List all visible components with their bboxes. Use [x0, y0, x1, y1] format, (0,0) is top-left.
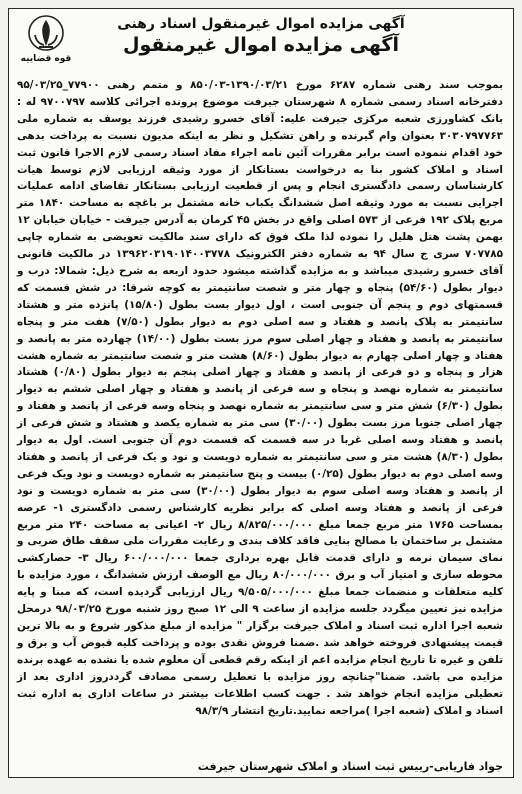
emblem-caption: قوه قضاییه [20, 54, 72, 64]
signature-line: جواد فاریابی-رییس ثبت اسناد و املاک شهرستان جیرفت [197, 760, 503, 773]
notice-page [8, 8, 514, 778]
notice-paragraph: بموجب سند رهنی شماره ۶۲۸۷ مورخ ۱۳۹۰/۰۳/۲۱-۸۵۰/۰۳ و متمم رهنی ۷۷۹۰۰_۹۵/۰۳/۲۵ دفترخانه اسناد رسمی شماره ۸ شهرستان جیرفت موضوع پرونده اجرائی کلاسه ۹۷۰۰۷۹۷ له : بانک کشاورزی شعبه مرکزی جیرفت علیه: آقای خسرو رشیدی فرزند یوسف به شماره ملی ۳۰۳۰۷۹۷۷۶۳ بعنوان وام گیرنده و راهن تشکیل و نظر به اینکه مدیون نسبت به پرداخت بدهی خود اقدام ننموده است برابر مقررات آئین نامه اجراء مفاد اسناد رسمی لازم الاجرا قانون ثبت اسناد و املاک کشور بنا به درخواست بستانکار از مورد وثیقه ارزیابی لازم توسط هیات کارشناسان رسمی دادگستری انجام و پس از قطعیت ارزیابی بستانکار تقاضای ادامه عملیات اجرایی نسبت به مورد وثیقه اصل ششدانگ یکباب خانه مشتمل بر باغچه به مساحت ۱۸۴۰ متر مربع پلاک ۱۹۲ فرعی از ۵۷۳ اصلی واقع در بخش ۴۵ کرمان به آدرس جیرفت - خیابان خیابان ۱۲ بهمن پشت هتل هلیل را نموده لذا ملک فوق که دارای سند مالکیت تعویضی به شماره چاپی ۷۰۷۷۸۵ سری ج سال ۹۴ به شماره دفتر الکترونیک ۱۳۹۶۲۰۳۱۹۰۱۴۰۰۳۷۷۸ در مالکیت قانونی آقای خسرو رشیدی میباشد و به مزایده گذاشته میشود حدود اربعه به شرح ذیل: شمالا: درب و دیوار بطول (۵۴/۶۰) پنجاه و چهار متر و شصت سانتیمتر به کوچه شرقا: در شش قسمت که قسمتهای دوم و پنجم آن جنوبی است ، اول دیوار بست بطول (۱۵/۸۰) پانزده متر و هشتاد سانتیمتر به پلاک پانصد و هفتاد و سه اصلی دوم به دیوار بطول (۷/۵۰) هفت متر و پنجاه سانتیمتر به پانصد و هفتاد و چهار اصلی سوم مرز بست بطول (۱۴/۰۰) چهارده متر به پانصد و هفتاد و چهار اصلی چهارم به دیوار بطول (۸/۶۰) هشت متر و شصت سانتیمتر به شماره هشت هزار و پنجاه و دو فرعی از پانصد و هفتاد و چهار اصلی پنجم به دیوار بطول (۰/۸۰) هشتاد سانتیمتر به شماره نهصد و پنجاه و سه فرعی از پانصد و هفتاد و چهار اصلی ششم به دیوار بطول (۶/۳۰) شش متر و سی سانتیمتر به شماره نهصد و پنجاه وسه فرعی از پانصد و هفتاد و چهار اصلی جنوبا مرز بست بطول (۳۰/۰۰) سی متر به شماره یکصد و هشتاد و شش فرعی از پانصد و هفتاد وسه اصلی غربا در سه قسمت که قسمت دوم آن جنوبی است. اول به دیوار بطول (۸/۳۰) هشت متر و سی سانتیمتر به شماره دویست و نود و یک فرعی از پانصد و هفتاد وسه اصلی دوم به دیوار بطول (۰/۲۵) بیست و پنج سانتیمتر به شماره دویست و نود ویک فرعی از پانصد و هفتاد وسه اصلی سوم به دیوار بطول (۳۰/۰۰) سی متر به شماره دویست و نود فرعی از پانصد و هفتاد وسه اصلی که برابر نظریه کارشناس رسمی دادگستری ۱- عرصه بمساحت ۱۷۶۵ متر مربع جمعا مبلغ ۸/۸۲۵/۰۰۰/۰۰۰ ریال ۲- اعیانی به مساحت ۲۴۰ متر مربع مشتمل بر ساختمان با مصالح بنایی فاقد کلاف بندی و رعایت مقررات ملی سقف طاق ضربی و نمای سیمان نرمه و دارای قدمت قابل بهره برداری جمعا ۶۰۰/۰۰۰/۰۰۰ ریال ۳- حصارکشی محوطه سازی و امتیاز آب و برق ۸۰/۰۰۰/۰۰۰ ریال مع الوصف ارزش ششدانگ ، مورد مزایده با کلیه متعلقات و منضمات جمعا مبلغ ۹/۵۰۵/۰۰۰/۰۰۰ ریال ارزیابی گردیده است، که مبنا و پایه مزایده نیز تعیین میگردد جلسه مزایده از ساعت ۹ الی ۱۲ صبح روز شنبه مورخ ۹۸/۰۳/۲۵ درمحل شعبه اجرا اداره ثبت اسناد و املاک جیرفت برگزار " مزایده از مبلغ مذکور شروع و به بالا ترین قیمت پیشنهادی فروخته خواهد شد .ضمنا فروش نقدی بوده و پرداخت کلیه قبوض آب و برق و تلفن و غیره تا تاریخ انجام مزایده اعم از اینکه رقم قطعی آن معلوم شده یا نشده به عهده برنده مزایده می باشد. ضمنا"چنانچه روز مزایده با تعطیل رسمی مصادف گرددروز اداری بعد از تعطیلی مزایده انجام خواهد شد . جهت کسب اطلاعات بیشتر در ساعات اداری به اداره ثبت اسناد و املاک (شعبه اجرا )مراجعه نمایید.تاریخ انتشار ۹۸/۳/۹ [17, 79, 504, 717]
notice-header [9, 9, 513, 75]
notice-body [9, 75, 513, 719]
emblem-graphic [26, 13, 66, 53]
main-title: آگهی مزایده اموال غیرمنقول [123, 34, 399, 56]
top-title: آگهی مزایده اموال غیرمنقول اسناد رهنی [117, 16, 405, 32]
judiciary-emblem-icon [17, 13, 75, 71]
